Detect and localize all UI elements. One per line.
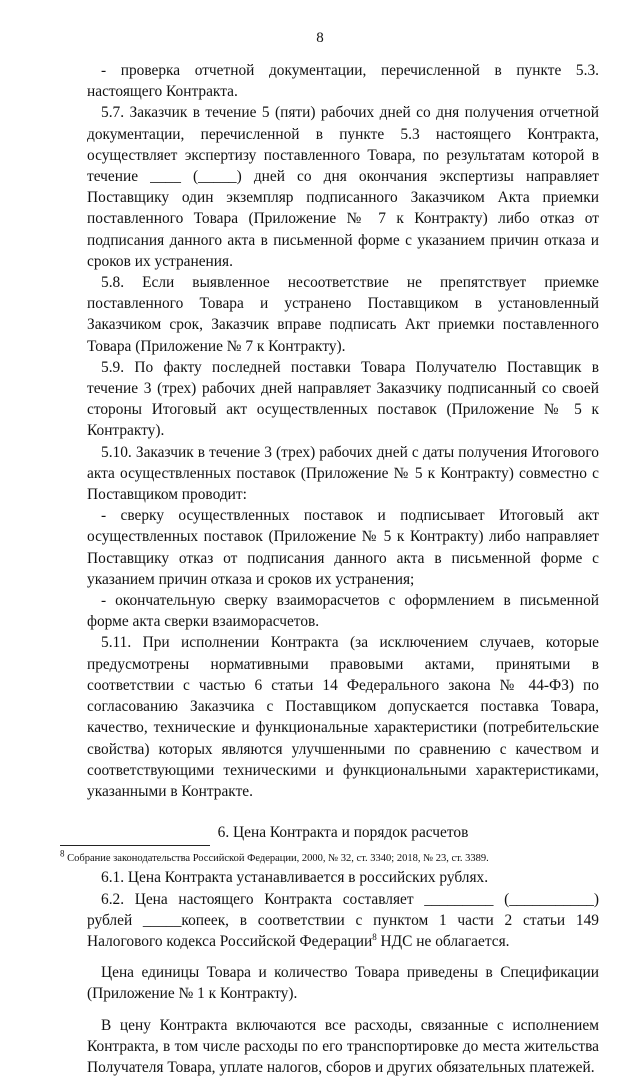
footnote-text: Собрание законодательства Российской Федерации, 2000, № 32, ст. 3340; 2018, № 23, ст. 3389. — [64, 853, 489, 864]
footnote-reference: 8 — [372, 931, 377, 942]
footnote — [60, 848, 620, 865]
paragraph-price-includes: В цену Контракта включаются все расходы, связанные с исполнением Контракта, в том числе расходы по его транспортировке до места жительства Получателя Товара, уплате налогов, сборов и других обязательных платежей. — [87, 1016, 599, 1076]
paragraph-6-2-text: 6.2. Цена настоящего Контракта составляет _________ (___________) рублей _____копеек, в соответствии с пунктом 1 части 2 статьи 149 Налогового кодекса Российской Федерации — [87, 890, 599, 950]
paragraph-6-2-end: НДС не облагается. — [376, 932, 510, 950]
footnote-divider — [60, 845, 210, 846]
document-body — [87, 60, 599, 1078]
paragraph-check: - проверка отчетной документации, перечисленной в пункте 5.3. настоящего Контракта. — [87, 62, 599, 101]
paragraph-reconciliation: - сверку осуществленных поставок и подписывает Итоговый акт осуществленных поставок (Приложение № 5 к Контракту) либо направляет Поставщику отказ от подписания данного акта в письменной форме с указанием причин отказа и сроков их устранения; — [87, 507, 599, 588]
paragraph-5-10: 5.10. Заказчик в течение 3 (трех) рабочих дней с даты получения Итогового акта осуществленных поставок (Приложение № 5 к Контракту) совместно с Поставщиком проводит: — [87, 443, 599, 504]
footnote-mark: 8 — [60, 848, 65, 859]
paragraph-6-2 — [87, 889, 599, 953]
paragraph-5-9: 5.9. По факту последней поставки Товара Получателю Поставщик в течение 3 (трех) рабочих дней направляет Заказчику подписанный со своей стороны Итоговый акт осуществленных поставок (Приложение № 5 к Контракту). — [87, 358, 599, 440]
paragraph-5-11: 5.11. При исполнении Контракта (за исключением случаев, которые предусмотрены нормативными правовыми актами, принятыми в соответствии с частью 6 статьи 14 Федерального закона № 44-ФЗ) по согласованию Заказчика с Поставщиком допускается поставка Товара, качество, технические и функциональные характеристики (потребительские свойства) которых являются улучшенными по сравнению с качеством и соответствующими техническими и функциональными характеристиками, указанными в Контракте. — [87, 634, 599, 800]
paragraph-unit-price: Цена единицы Товара и количество Товара приведены в Спецификации (Приложение № 1 к Контракту). — [87, 964, 599, 1003]
paragraph-5-8: 5.8. Если выявленное несоответствие не препятствует приемке поставленного Товара и устранено Поставщиком в установленный Заказчиком срок, Заказчик вправе подписать Акт приемки поставленного Товара (Приложение № 7 к Контракту). — [87, 274, 599, 355]
paragraph-5-7: 5.7. Заказчик в течение 5 (пяти) рабочих дней со дня получения отчетной документации, перечисленной в пункте 5.3 настоящего Контракта, осуществляет экспертизу поставленного Товара, по результатам которой в течение ____ (_____) дней со дня окончания экспертизы направляет Поставщику один экземпляр подписанного Заказчиком Акта приемки поставленного Товара (Приложение № 7 к Контракту) либо отказ от подписания данного акта в письменной форме с указанием причин отказа и сроков их устранения. — [87, 104, 599, 270]
section-title: 6. Цена Контракта и порядок расчетов — [217, 824, 469, 842]
paragraph-6-1: 6.1. Цена Контракта устанавливается в российских рублях. — [101, 869, 489, 887]
page-number: 8 — [316, 30, 324, 46]
paragraph-final-reconciliation: - окончательную сверку взаиморасчетов с оформлением в письменной форме акта сверки взаиморасчетов. — [87, 592, 599, 631]
